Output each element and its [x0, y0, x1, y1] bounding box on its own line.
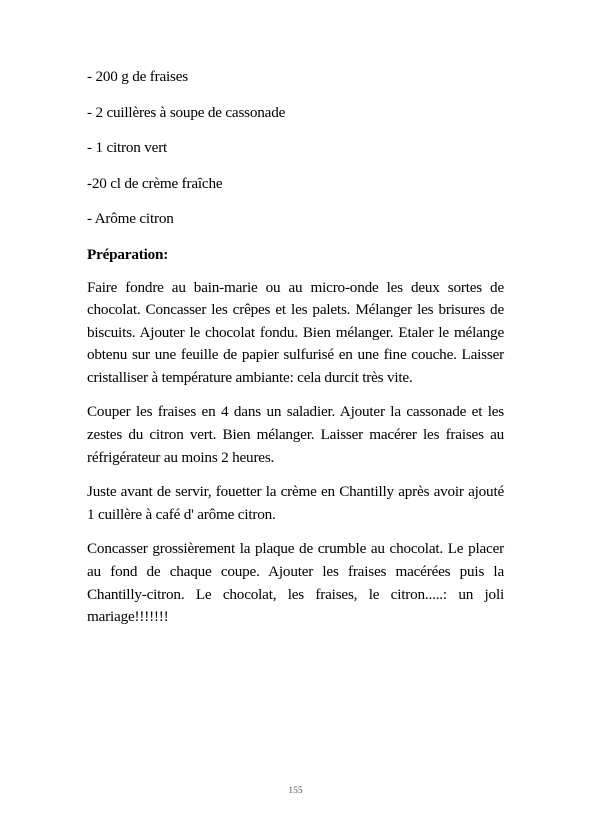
page-content	[87, 66, 504, 641]
ingredient-item: - 1 citron vert	[87, 139, 168, 156]
preparation-paragraph: Couper les fraises en 4 dans un saladier. Ajouter la cassonade et les zestes du citron vert. Bien mélanger. Laisser macérer les fraises au réfrigérateur au moins 2 heures.	[87, 403, 504, 466]
ingredient-item: -20 cl de crème fraîche	[87, 174, 223, 192]
preparation-paragraph: Concasser grossièrement la plaque de crumble au chocolat. Le placer au fond de chaque coupe. Ajouter les fraises macérées puis la Chantilly-citron. Le chocolat, les fraises, le citron.....: un joli mariage!!!!!!!	[87, 540, 504, 626]
page-number: 155	[288, 786, 303, 796]
preparation-paragraph: Juste avant de servir, fouetter la crème en Chantilly après avoir ajouté 1 cuillère à café d' arôme citron.	[87, 483, 504, 523]
preparation-paragraph: Faire fondre au bain-marie ou au micro-onde les deux sortes de chocolat. Concasser les crêpes et les palets. Mélanger les brisures de biscuits. Ajouter le chocolat fondu. Bien mélanger. Etaler le mélange obtenu sur une feuille de papier sulfurisé en une fine couche. Laisser cristalliser à température ambiante: cela durcit très vite.	[87, 278, 504, 386]
ingredient-item: - 2 cuillères à soupe de cassonade	[87, 103, 286, 121]
preparation-heading: Préparation:	[87, 245, 169, 263]
ingredient-item: - 200 g de fraises	[87, 68, 188, 85]
ingredient-item: - Arôme citron	[87, 210, 174, 227]
